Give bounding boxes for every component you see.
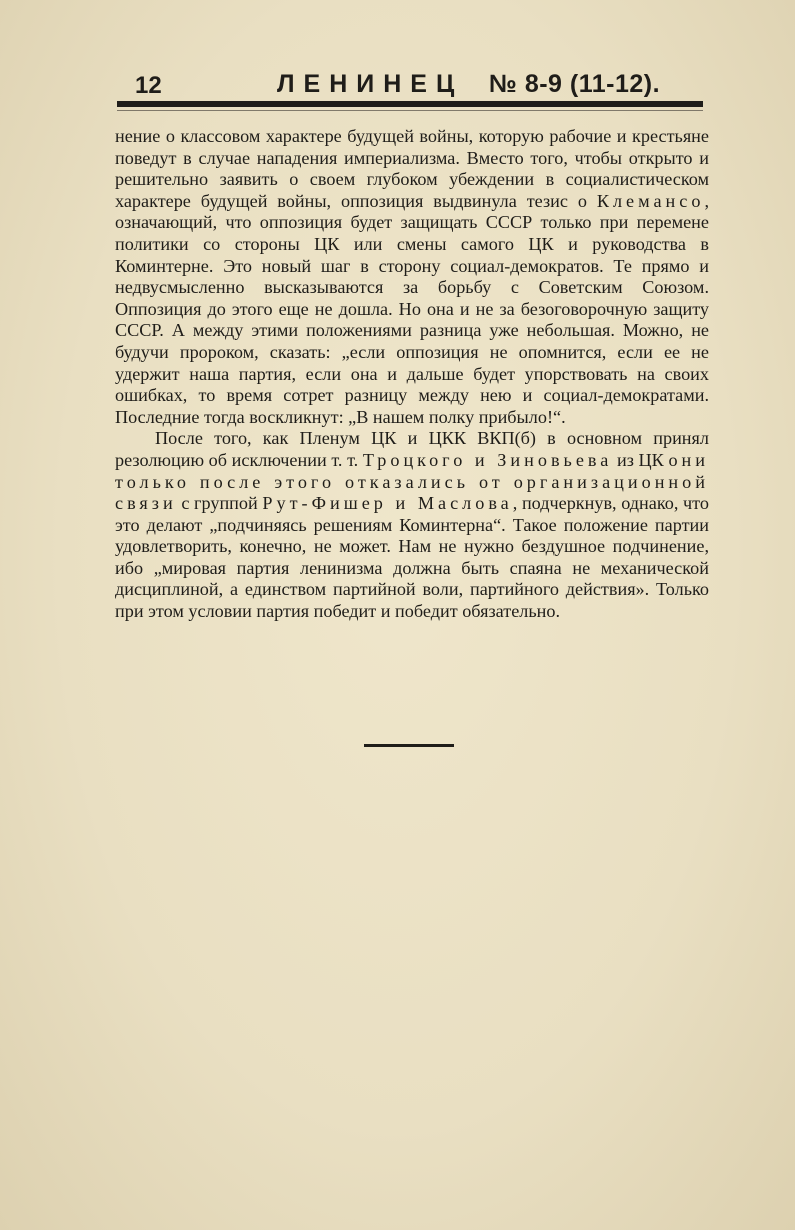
header-rule-thin xyxy=(117,110,703,111)
paragraph-2-part-5: с группой xyxy=(176,493,263,514)
paragraph-1-part-1: нение о классовом характере будущей войны, которую рабочие и крестьяне поведут в случае нападения империализма. Вместо того, чтобы открыто и решительно заявить о своем глубоком убеждении в социалистическом характере будущей войны, оппозиция выдвинула тезис о xyxy=(115,126,709,211)
paragraph-2-part-3: из ЦК xyxy=(612,449,669,470)
issue-number: № 8-9 (11-12). xyxy=(489,70,661,98)
header-rule xyxy=(117,101,703,107)
paragraph-2-part-7: , подчеркнув, однако, что это делают „подчиняясь решениям Коминтерна“. Такое положение партии удовлетворить, конечно, не может. Нам не нужно бездушное подчинение, ибо „мировая партия ленинизма должна быть спаяна не механической дисциплиной, а единством партийной воли, партийного действия». Только при этом условии партия победит и победит обязательно. xyxy=(115,493,709,622)
page-number: 12 xyxy=(135,72,162,99)
emphasis-clemenceau: Клемансо xyxy=(596,190,705,211)
emphasis-trotsky-zinoviev: Троцкого и Зиновьева xyxy=(362,449,613,470)
paragraph-1-part-3: , означающий, что оппозиция будет защищать СССР только при перемене политики со стороны ЦК или смены самого ЦК и руководства в Коминтерне. Это новый шаг в сторону социал-демократов. Те прямо и недвусмысленно высказываются за борьбу с Советским Союзом. Оппозиция до этого еще не дошла. Но она и не за безоговорочную защиту СССР. А между этими положениями разница уже небольшая. Можно, не будучи пророком, сказать: „если оппозиция не опомнится, если ее не удержит наша партия, если она и дальше будет упорствовать на своих ошибках, то время сотрет разницу между нею и социал-демократами. Последние тогда воскликнут: „В нашем полку прибыло!“. xyxy=(115,190,709,427)
paragraph-1 xyxy=(115,126,709,428)
article-body xyxy=(115,126,709,623)
emphasis-organizational-link: они только после этого отказались от организационной связи xyxy=(115,449,709,514)
emphasis-ruth-fischer-maslov: Рут-Фишер и Маслова xyxy=(262,493,513,514)
journal-title: ЛЕНИНЕЦ xyxy=(277,70,464,98)
paragraph-2 xyxy=(115,428,709,622)
end-of-article-rule xyxy=(364,744,454,747)
paragraph-2-part-1: После того, как Пленум ЦК и ЦКК ВКП(б) в основном принял резолюцию об исключении т. т. xyxy=(115,428,709,470)
